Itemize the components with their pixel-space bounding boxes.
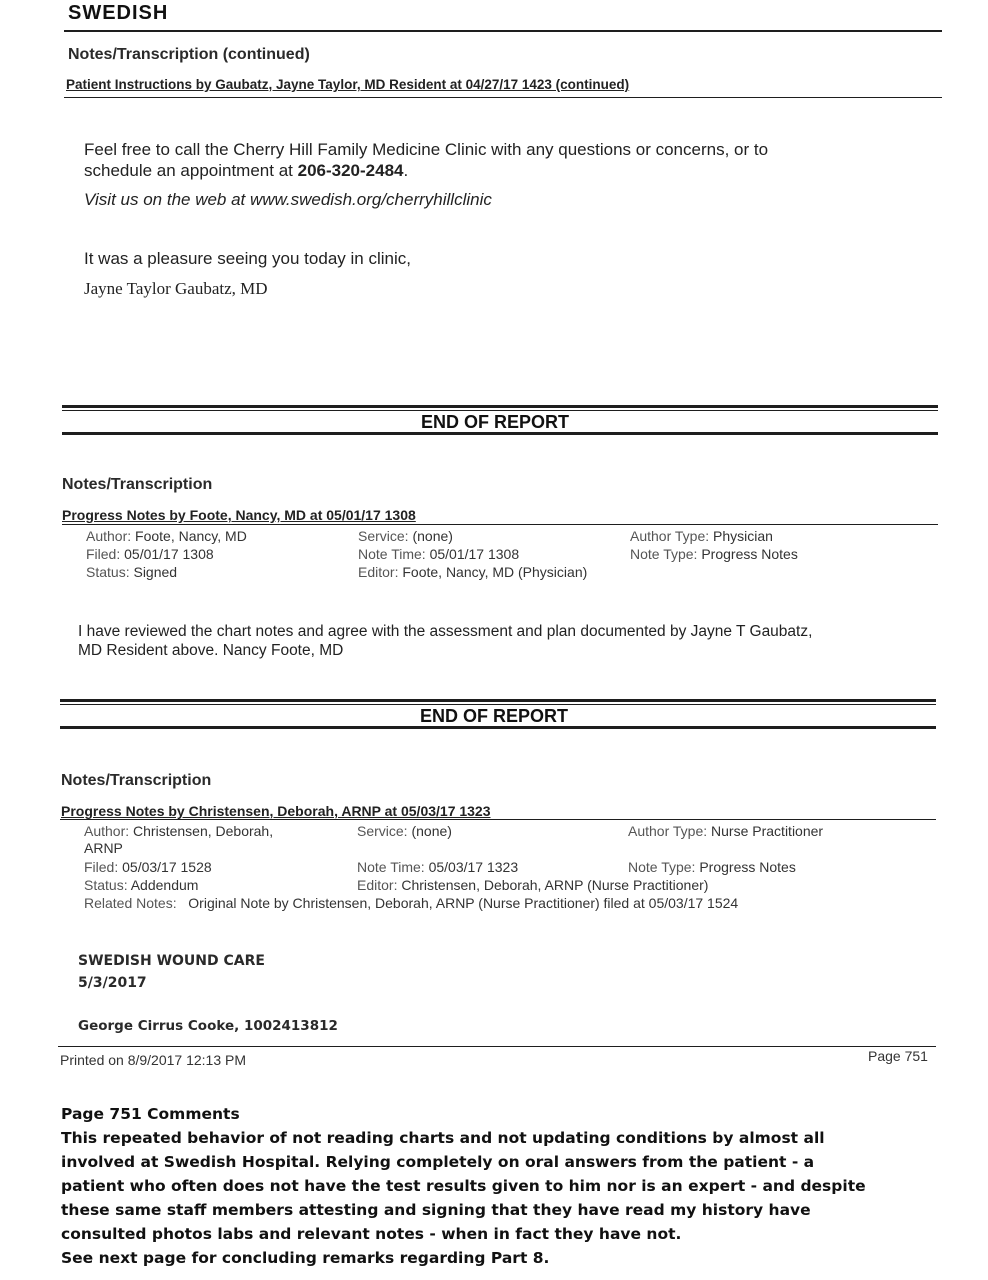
note1-status xyxy=(86,564,177,580)
note2-editor-value: Christensen, Deborah, ARNP (Nurse Practitioner) xyxy=(401,877,709,893)
note2-author-type-value: Nurse Practitioner xyxy=(711,823,824,839)
schedule-period: . xyxy=(403,161,409,180)
note1-filed-value: 05/01/17 1308 xyxy=(124,546,214,562)
note2-service-value: (none) xyxy=(411,823,452,839)
note2-editor-key: Editor: xyxy=(357,877,398,893)
page-number: Page 751 xyxy=(868,1048,928,1064)
note2-note-time-key: Note Time: xyxy=(357,859,425,875)
note2-author-value-cont: ARNP xyxy=(84,840,123,856)
note2-filed-key: Filed: xyxy=(84,859,119,875)
note1-author-type-key: Author Type: xyxy=(630,528,710,544)
note2-note-time xyxy=(357,859,518,875)
comment-line: these same staff members attesting and signing that they have read my history have xyxy=(61,1201,811,1219)
note1-editor-value: Foote, Nancy, MD (Physician) xyxy=(402,564,588,580)
end-report-rule-thin-2 xyxy=(60,704,936,705)
note2-status-value: Addendum xyxy=(130,877,199,893)
note2-related-value: Original Note by Christensen, Deborah, ARNP (Nurse Practitioner) filed at 05/03/17 1524 xyxy=(188,895,739,911)
note1-editor xyxy=(358,564,587,580)
comments-title: Page 751 Comments xyxy=(61,1105,240,1123)
note1-author-type xyxy=(630,528,773,544)
header-rule xyxy=(64,30,942,32)
schedule-text: schedule an appointment at xyxy=(84,161,298,180)
note1-service xyxy=(358,528,453,544)
section-heading-continued: Notes/Transcription (continued) xyxy=(68,46,310,63)
note2-filed-value: 05/03/17 1528 xyxy=(122,859,212,875)
note2-related-notes xyxy=(84,895,738,911)
wound-care-heading: SWEDISH WOUND CARE xyxy=(78,953,265,969)
note1-note-type-value: Progress Notes xyxy=(701,546,798,562)
note1-note-time-value: 05/01/17 1308 xyxy=(429,546,520,562)
note1-filed xyxy=(86,546,214,562)
printed-on: Printed on 8/9/2017 12:13 PM xyxy=(60,1052,247,1068)
note1-author-value: Foote, Nancy, MD xyxy=(135,528,247,544)
note1-body-line1: I have reviewed the chart notes and agree with the assessment and plan documented by Jayne T Gaubatz, xyxy=(78,623,813,640)
end-report-rule-top-1 xyxy=(62,405,938,408)
end-report-rule-thin-1 xyxy=(62,410,938,411)
note2-note-type-value: Progress Notes xyxy=(699,859,796,875)
note2-note-time-value: 05/03/17 1323 xyxy=(428,859,519,875)
comment-line: patient who often does not have the test results given to him nor is an expert - and despite xyxy=(61,1177,866,1195)
patient-name-id: George Cirrus Cooke, 1002413812 xyxy=(78,1018,338,1034)
hospital-header-title: SWEDISH xyxy=(68,2,169,24)
note1-author xyxy=(86,528,247,544)
end-report-rule-top-2 xyxy=(60,699,936,702)
comment-line: This repeated behavior of not reading charts and not updating conditions by almost all xyxy=(61,1129,825,1147)
clinic-phone: 206-320-2484 xyxy=(297,161,404,180)
pleasure-text: It was a pleasure seeing you today in clinic, xyxy=(84,249,411,268)
note2-note-type xyxy=(628,859,796,875)
note2-service-key: Service: xyxy=(357,823,408,839)
note2-heading-rule xyxy=(60,819,936,820)
web-link-text: Visit us on the web at www.swedish.org/cherryhillclinic xyxy=(84,190,492,209)
note1-status-key: Status: xyxy=(86,564,130,580)
note2-filed xyxy=(84,859,212,875)
end-report-rule-bottom-2 xyxy=(60,726,936,729)
schedule-line xyxy=(84,160,408,182)
comment-line: consulted photos labs and relevant notes - when in fact they have not. xyxy=(61,1225,682,1243)
note2-author-key: Author: xyxy=(84,823,130,839)
note1-note-time-key: Note Time: xyxy=(358,546,426,562)
progress-note-heading-christensen: Progress Notes by Christensen, Deborah, ARNP at 05/03/17 1323 xyxy=(61,803,491,819)
note2-author-type-key: Author Type: xyxy=(628,823,708,839)
note2-status xyxy=(84,877,198,893)
note1-author-type-value: Physician xyxy=(713,528,773,544)
footer-rule xyxy=(58,1046,936,1047)
resident-signature: Jayne Taylor Gaubatz, MD xyxy=(84,279,268,298)
comment-line: See next page for concluding remarks regarding Part 8. xyxy=(61,1249,550,1267)
note2-note-type-key: Note Type: xyxy=(628,859,696,875)
note1-heading-rule xyxy=(62,524,938,525)
note-heading-rule xyxy=(64,97,942,98)
note1-status-value: Signed xyxy=(133,564,178,580)
note2-service xyxy=(357,823,452,839)
note1-service-value: (none) xyxy=(412,528,453,544)
note1-note-type-key: Note Type: xyxy=(630,546,698,562)
note1-body-line2: MD Resident above. Nancy Foote, MD xyxy=(78,642,344,659)
note1-author-key: Author: xyxy=(86,528,132,544)
note1-service-key: Service: xyxy=(358,528,409,544)
note2-author xyxy=(84,823,273,839)
note2-editor xyxy=(357,877,708,893)
note1-editor-key: Editor: xyxy=(358,564,399,580)
note2-author-value: Christensen, Deborah, xyxy=(133,823,274,839)
end-of-report-label-2: END OF REPORT xyxy=(420,706,569,726)
note2-related-key: Related Notes: xyxy=(84,895,177,911)
note1-note-time xyxy=(358,546,519,562)
note1-filed-key: Filed: xyxy=(86,546,121,562)
note2-status-key: Status: xyxy=(84,877,128,893)
end-of-report-label-1: END OF REPORT xyxy=(421,412,570,432)
section-heading-note1: Notes/Transcription xyxy=(62,476,213,493)
comment-line: involved at Swedish Hospital. Relying completely on oral answers from the patient - a xyxy=(61,1153,815,1171)
end-report-rule-bottom-1 xyxy=(62,432,938,435)
wound-care-date: 5/3/2017 xyxy=(78,975,147,991)
note1-note-type xyxy=(630,546,798,562)
progress-note-heading-foote: Progress Notes by Foote, Nancy, MD at 05/01/17 1308 xyxy=(62,507,416,523)
call-clinic-text: Feel free to call the Cherry Hill Family Medicine Clinic with any questions or concerns, or to xyxy=(84,140,769,159)
patient-instructions-heading: Patient Instructions by Gaubatz, Jayne Taylor, MD Resident at 04/27/17 1423 (continued) xyxy=(66,77,630,92)
section-heading-note2: Notes/Transcription xyxy=(61,772,212,789)
note2-author-type xyxy=(628,823,823,839)
